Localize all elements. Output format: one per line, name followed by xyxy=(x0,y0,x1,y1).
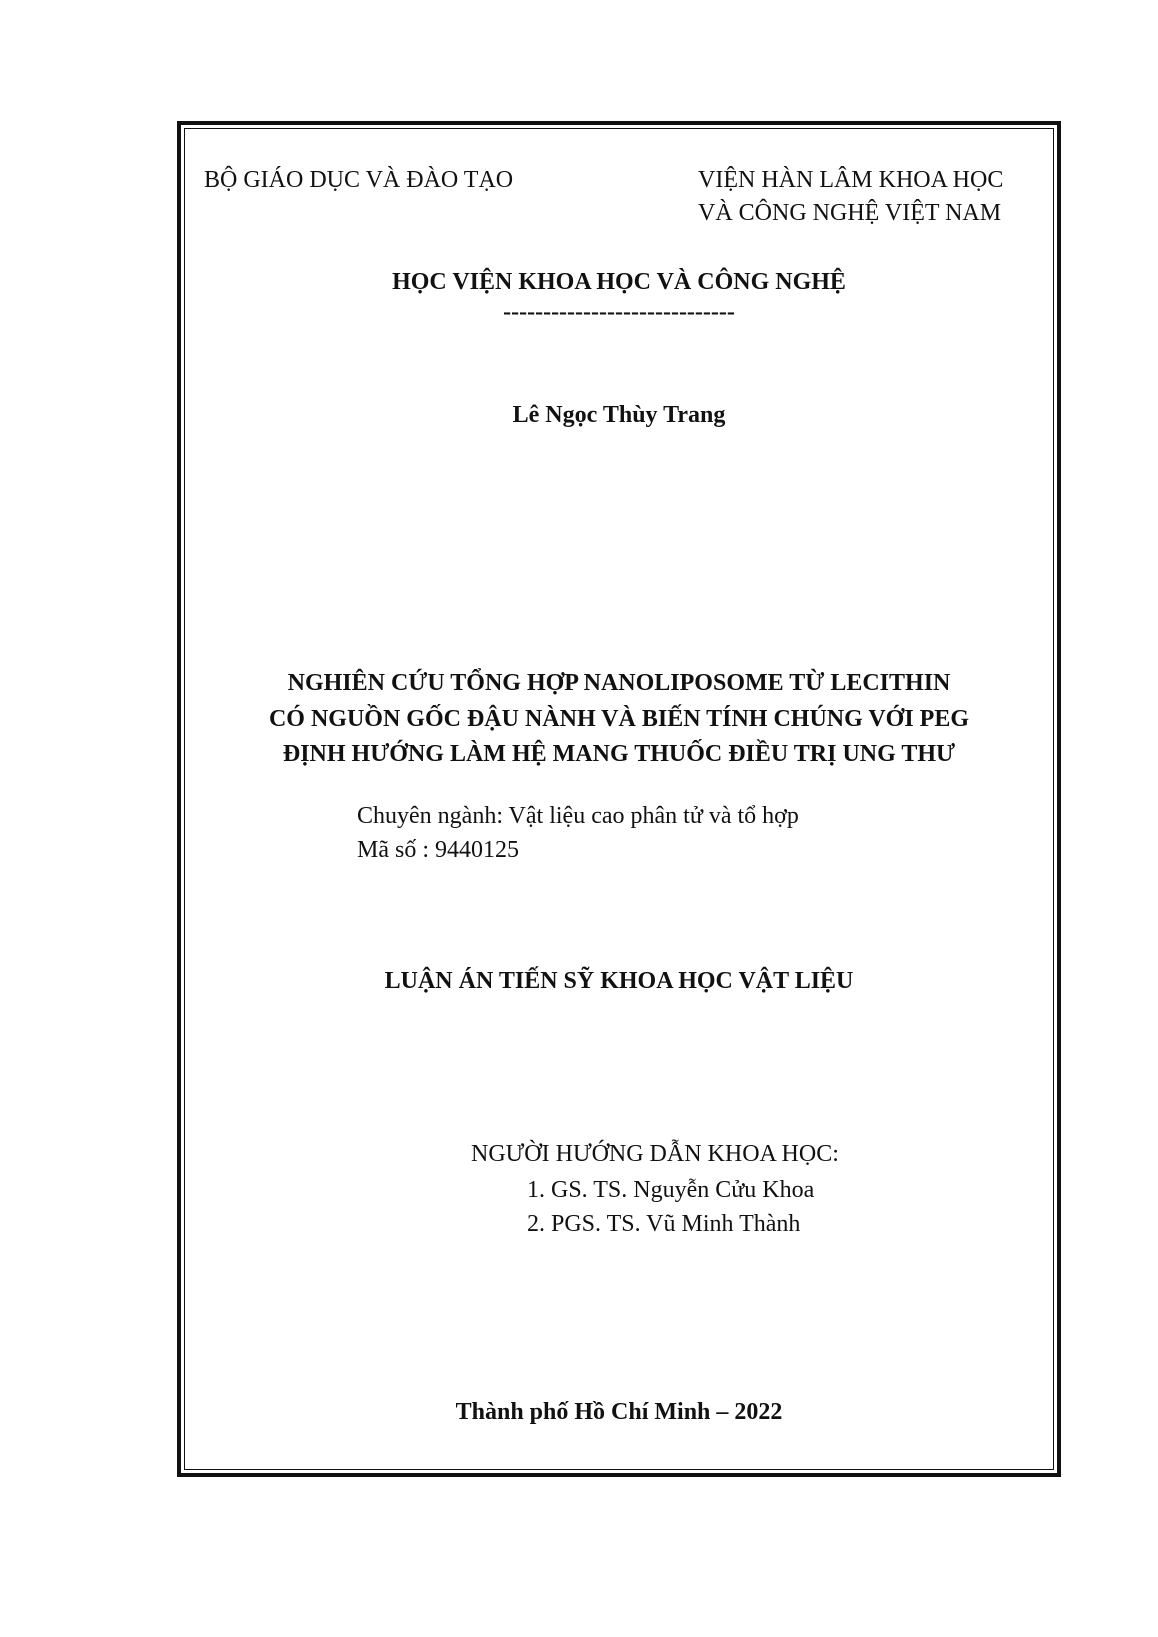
author-name: Lê Ngọc Thùy Trang xyxy=(512,402,726,428)
thesis-title-line1: NGHIÊN CỨU TỔNG HỢP NANOLIPOSOME TỪ LECITHIN xyxy=(287,670,951,696)
place-and-year: Thành phố Hồ Chí Minh – 2022 xyxy=(455,1399,783,1425)
advisor-item: 1. GS. TS. Nguyễn Cửu Khoa xyxy=(527,1177,815,1203)
major-field: Chuyên ngành: Vật liệu cao phân tử và tổ hợp xyxy=(357,803,799,829)
academy-name-line1: VIỆN HÀN LÂM KHOA HỌC xyxy=(698,167,1004,193)
ministry-name: BỘ GIÁO DỤC VÀ ĐÀO TẠO xyxy=(204,167,514,193)
advisors-label: NGƯỜI HƯỚNG DẪN KHOA HỌC: xyxy=(471,1141,839,1167)
advisor-item: 2. PGS. TS. Vũ Minh Thành xyxy=(527,1211,801,1237)
thesis-title-line2: CÓ NGUỒN GỐC ĐẬU NÀNH VÀ BIẾN TÍNH CHÚNG VỚI PEG xyxy=(268,706,970,732)
page-border-inner xyxy=(184,128,1054,1470)
thesis-title-line3: ĐỊNH HƯỚNG LÀM HỆ MANG THUỐC ĐIỀU TRỊ UNG THƯ xyxy=(282,741,956,767)
degree-title: LUẬN ÁN TIẾN SỸ KHOA HỌC VẬT LIỆU xyxy=(384,968,854,994)
separator-line: ----------------------------- xyxy=(503,299,735,325)
institute-name: HỌC VIỆN KHOA HỌC VÀ CÔNG NGHỆ xyxy=(392,269,846,295)
academy-name-line2: VÀ CÔNG NGHỆ VIỆT NAM xyxy=(698,200,1002,226)
major-code: Mã số : 9440125 xyxy=(357,837,519,863)
